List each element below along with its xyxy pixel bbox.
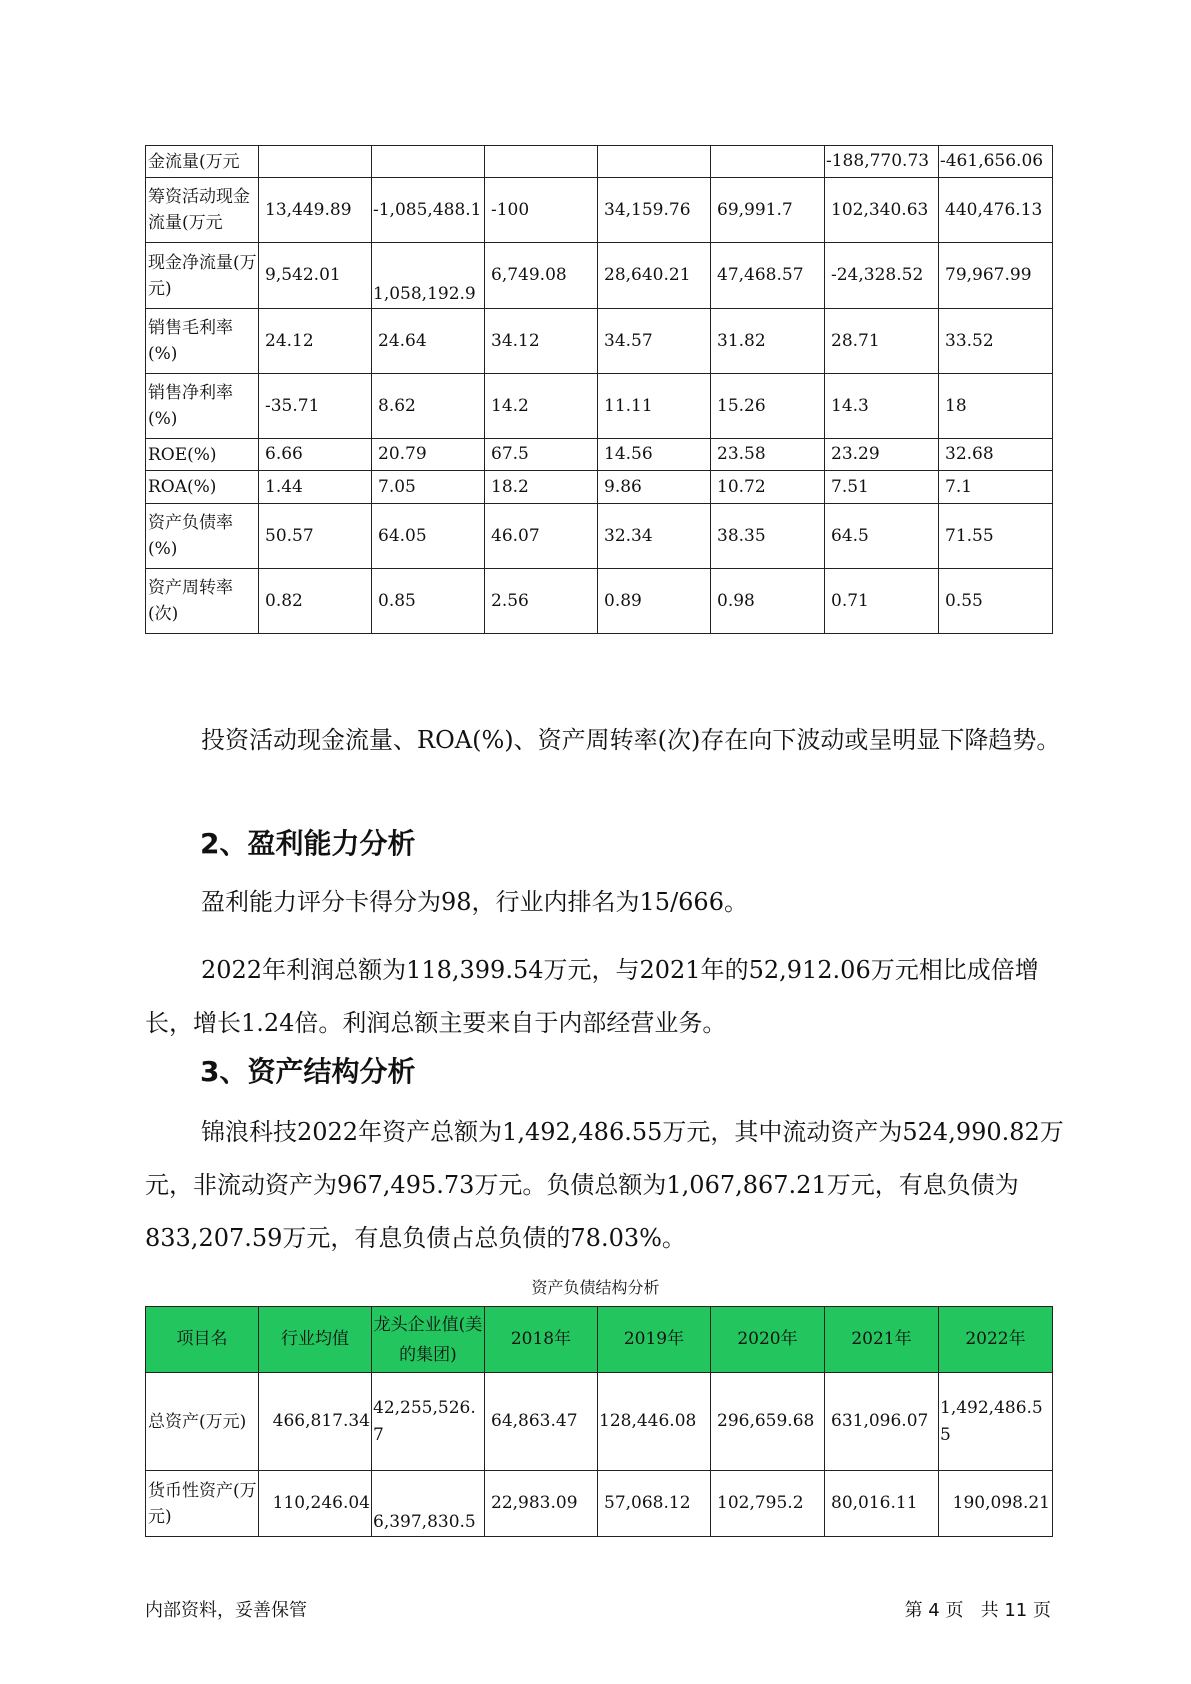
cell: 1,058,192.9	[372, 243, 485, 309]
table-row	[146, 471, 1053, 504]
cell: 71.55	[939, 504, 1053, 569]
cell: 440,476.13	[939, 178, 1053, 243]
cell: 1,492,486.55	[939, 1373, 1053, 1471]
cell: 79,967.99	[939, 243, 1053, 309]
cell: 13,449.89	[259, 178, 372, 243]
table-row	[146, 439, 1053, 471]
cell: 1.44	[259, 471, 372, 504]
cell: 64.05	[372, 504, 485, 569]
cell: 9.86	[598, 471, 711, 504]
table-row	[146, 309, 1053, 374]
cell: 102,795.2	[711, 1471, 825, 1537]
cell: 23.58	[711, 439, 825, 471]
column-header: 龙头企业值(美的集团)	[372, 1307, 485, 1373]
cell: 24.64	[372, 309, 485, 374]
cell: 6,749.08	[485, 243, 598, 309]
cell: 102,340.63	[825, 178, 939, 243]
cell: 64.5	[825, 504, 939, 569]
asset-liability-table	[145, 1306, 1053, 1537]
row-label: 销售净利率(%)	[146, 374, 259, 439]
cell: 28.71	[825, 309, 939, 374]
cell: 190,098.21	[939, 1471, 1053, 1537]
cell	[485, 146, 598, 178]
cell: 67.5	[485, 439, 598, 471]
cell: 23.29	[825, 439, 939, 471]
cell: 80,016.11	[825, 1471, 939, 1537]
cell	[372, 146, 485, 178]
cell: 466,817.34	[259, 1373, 372, 1471]
cell: 7.05	[372, 471, 485, 504]
score-paragraph: 盈利能力评分卡得分为98，行业内排名为15/666。	[201, 888, 748, 916]
cell: 20.79	[372, 439, 485, 471]
cell: 34.57	[598, 309, 711, 374]
cell: 18.2	[485, 471, 598, 504]
cell: 110,246.04	[259, 1471, 372, 1537]
profit-paragraph: 2022年利润总额为118,399.54万元，与2021年的52,912.06万元相比成倍增长，增长1.24倍。利润总额主要来自于内部经营业务。	[145, 956, 1039, 1037]
cell: 296,659.68	[711, 1373, 825, 1471]
cell: -188,770.73	[825, 146, 939, 178]
column-header: 2018年	[485, 1307, 598, 1373]
cell: 0.55	[939, 569, 1053, 634]
row-label: ROE(%)	[146, 439, 259, 471]
row-label: 总资产(万元)	[146, 1373, 259, 1471]
row-label: 资产周转率(次)	[146, 569, 259, 634]
row-label: 筹资活动现金流量(万元	[146, 178, 259, 243]
cell: 11.11	[598, 374, 711, 439]
cell: 15.26	[711, 374, 825, 439]
row-label: ROA(%)	[146, 471, 259, 504]
cell: 22,983.09	[485, 1471, 598, 1537]
cell: 0.85	[372, 569, 485, 634]
table-row	[146, 374, 1053, 439]
financial-indicators-table	[145, 145, 1053, 634]
cell: 32.68	[939, 439, 1053, 471]
table-row	[146, 569, 1053, 634]
cell: 34.12	[485, 309, 598, 374]
cell: -24,328.52	[825, 243, 939, 309]
section-heading-asset-structure: 3、资产结构分析	[200, 1055, 416, 1088]
cell: 38.35	[711, 504, 825, 569]
table-row	[146, 146, 1053, 178]
cell: 31.82	[711, 309, 825, 374]
cell: 8.62	[372, 374, 485, 439]
cell: 2.56	[485, 569, 598, 634]
cell	[259, 146, 372, 178]
row-label: 货币性资产(万元)	[146, 1471, 259, 1537]
column-header: 2020年	[711, 1307, 825, 1373]
table-row	[146, 243, 1053, 309]
cell	[711, 146, 825, 178]
table-caption: 资产负债结构分析	[531, 1278, 660, 1297]
cell: 32.34	[598, 504, 711, 569]
cell: -35.71	[259, 374, 372, 439]
cell: 14.2	[485, 374, 598, 439]
page-number: 第 4 页 共 11 页	[904, 1600, 1051, 1621]
cell: 46.07	[485, 504, 598, 569]
cell: -461,656.06	[939, 146, 1053, 178]
cell: 18	[939, 374, 1053, 439]
cell: 0.98	[711, 569, 825, 634]
confidentiality-note: 内部资料，妥善保管	[145, 1600, 307, 1621]
row-label: 金流量(万元	[146, 146, 259, 178]
cell: 50.57	[259, 504, 372, 569]
cell: 0.71	[825, 569, 939, 634]
cell: 7.51	[825, 471, 939, 504]
cell: 128,446.08	[598, 1373, 711, 1471]
cell: 64,863.47	[485, 1373, 598, 1471]
cell: 14.3	[825, 374, 939, 439]
table-row	[146, 504, 1053, 569]
cell: 10.72	[711, 471, 825, 504]
cell: 631,096.07	[825, 1373, 939, 1471]
row-label: 销售毛利率(%)	[146, 309, 259, 374]
cell: 28,640.21	[598, 243, 711, 309]
cell: 33.52	[939, 309, 1053, 374]
cell: 14.56	[598, 439, 711, 471]
column-header: 2019年	[598, 1307, 711, 1373]
cell: 0.89	[598, 569, 711, 634]
section-heading-profitability: 2、盈利能力分析	[200, 827, 416, 860]
cell: 34,159.76	[598, 178, 711, 243]
cell: 69,991.7	[711, 178, 825, 243]
table-row	[146, 1373, 1053, 1471]
table-row	[146, 178, 1053, 243]
cell: -1,085,488.1	[372, 178, 485, 243]
column-header: 项目名	[146, 1307, 259, 1373]
table-row	[146, 1471, 1053, 1537]
cell	[598, 146, 711, 178]
cell: 6.66	[259, 439, 372, 471]
cell: 9,542.01	[259, 243, 372, 309]
assets-paragraph: 锦浪科技2022年资产总额为1,492,486.55万元，其中流动资产为524,990.82万元，非流动资产为967,495.73万元。负债总额为1,067,867.21万元，有息负债为833,207.59万元，有息负债占总负债的78.03%。	[145, 1118, 1064, 1252]
row-label: 现金净流量(万元)	[146, 243, 259, 309]
cell: 0.82	[259, 569, 372, 634]
row-label: 资产负债率(%)	[146, 504, 259, 569]
cell: 7.1	[939, 471, 1053, 504]
trend-paragraph: 投资活动现金流量、ROA(%)、资产周转率(次)存在向下波动或呈明显下降趋势。	[201, 726, 1061, 754]
column-header: 行业均值	[259, 1307, 372, 1373]
cell: 47,468.57	[711, 243, 825, 309]
cell: 42,255,526.7	[372, 1373, 485, 1471]
cell: -100	[485, 178, 598, 243]
column-header: 2021年	[825, 1307, 939, 1373]
cell: 6,397,830.5	[372, 1471, 485, 1537]
cell: 57,068.12	[598, 1471, 711, 1537]
table-header-row	[146, 1307, 1053, 1373]
column-header: 2022年	[939, 1307, 1053, 1373]
cell: 24.12	[259, 309, 372, 374]
